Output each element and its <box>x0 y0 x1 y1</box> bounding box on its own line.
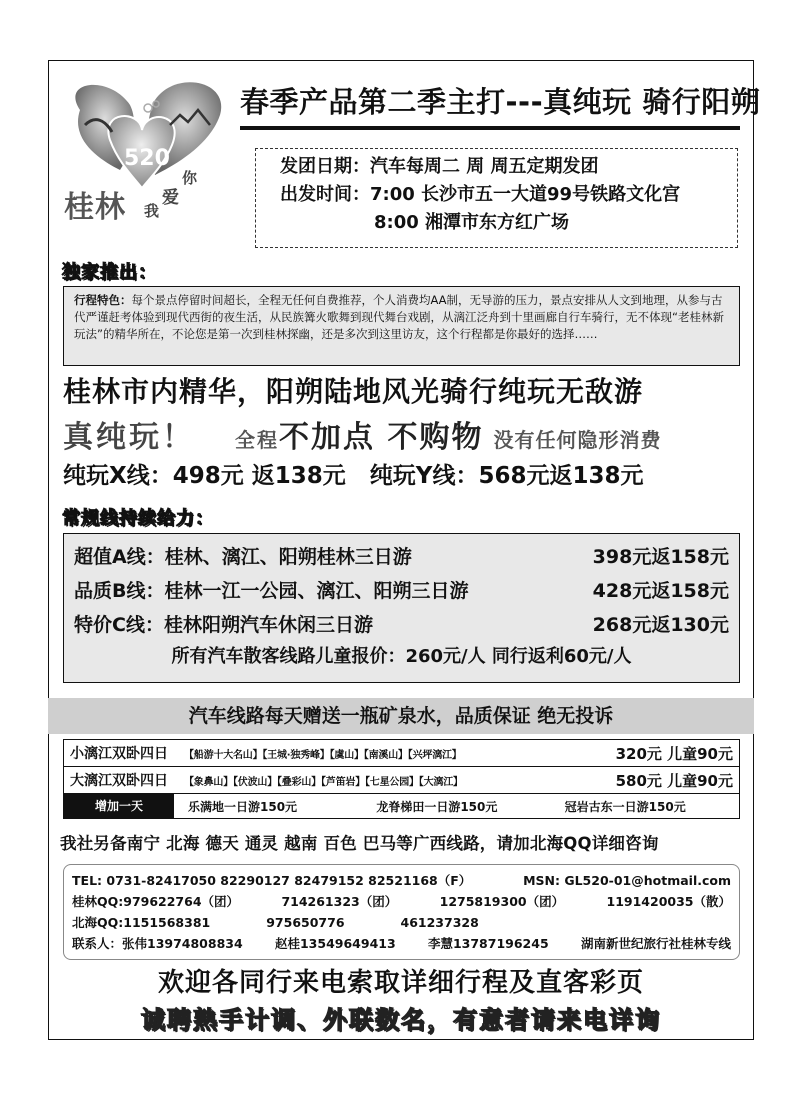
regular-line-price: 428元返158元 <box>592 580 729 602</box>
add-day-option: 冠岩古东一日游150元 <box>564 799 686 814</box>
promo-line-1: 桂林市内精华，阳朔陆地风光骑行纯玩无敌游 <box>63 375 644 408</box>
add-day-option: 乐满地一日游150元 <box>188 799 298 814</box>
water-gift-banner: 汽车线路每天赠送一瓶矿泉水，品质保证 绝无投诉 <box>48 698 754 734</box>
regular-line-price: 268元返130元 <box>592 614 729 636</box>
tour-name: 大漓江双卧四日 <box>70 773 168 789</box>
logo-text-wo: 我 <box>144 202 160 220</box>
regular-line-c <box>74 608 729 642</box>
contact-guilin-qq-row <box>72 891 731 912</box>
add-day-label: 增加一天 <box>64 794 174 818</box>
contact-person: 赵桂13549649413 <box>274 936 396 951</box>
guilin-qq: 1191420035（散） <box>606 894 731 909</box>
tour-table <box>63 739 740 819</box>
contact-tel-row <box>72 870 731 891</box>
headline-rule <box>240 126 740 130</box>
contact-tel: TEL: 0731-82417050 82290127 82479152 82521168（F） <box>72 873 472 888</box>
add-day-option: 龙脊梯田一日游150元 <box>376 799 498 814</box>
contact-person: 李慧13787196245 <box>427 936 549 951</box>
child-price-note: 所有汽车散客线路儿童报价：260元/人 同行返利60元/人 <box>171 646 632 667</box>
departure-time-2: 8:00 湘潭市东方红广场 <box>374 212 570 233</box>
guilin-qq: 714261323（团） <box>281 894 398 909</box>
departure-time-1: 出发时间：7:00 长沙市五一大道99号铁路文化宫 <box>280 184 681 205</box>
feature-box <box>63 286 740 366</box>
tour-name: 小漓江双卧四日 <box>70 746 168 762</box>
regular-title: 常规线持续给力： <box>62 508 214 529</box>
table-row <box>64 740 739 767</box>
regular-line-a <box>74 540 729 574</box>
tour-price: 320元 儿童90元 <box>615 744 733 763</box>
welcome-line: 欢迎各同行来电索取详细行程及直客彩页 <box>157 968 644 998</box>
regular-line-name: 品质B线：桂林一江一公园、漓江、阳朔三日游 <box>74 580 469 602</box>
promo-pure-play: 真纯玩！ <box>63 420 195 455</box>
table-row <box>64 767 739 794</box>
regular-line-b <box>74 574 729 608</box>
guilin-qq: 1275819300（团） <box>439 894 565 909</box>
tour-spots: 【船游十大名山】【王城·独秀峰】【虞山】【南溪山】【兴坪漓江】 <box>184 749 462 761</box>
promo-whole-trip: 全程 <box>235 428 279 452</box>
other-lines-note: 我社另备南宁 北海 德天 通灵 越南 百色 巴马等广西线路，请加北海QQ详细咨询 <box>60 834 659 853</box>
contact-msn: MSN: GL520-01@hotmail.com <box>523 873 731 888</box>
tour-spots: 【象鼻山】【伏波山】【叠彩山】【芦笛岩】【七星公园】【大漓江】 <box>184 776 463 788</box>
logo-text-ni: 你 <box>182 169 198 187</box>
promo-line-2 <box>63 412 661 456</box>
beihai-qq: 975650776 <box>266 915 345 930</box>
promo-prices: 纯玩X线：498元 返138元 纯玩Y线：568元返138元 <box>63 463 644 489</box>
add-day-row <box>64 794 739 818</box>
logo-text-guilin: 桂林 <box>64 190 126 225</box>
guilin-qq: 桂林QQ:979622764（团） <box>72 894 240 909</box>
departure-date: 发团日期：汽车每周二 周 周五定期发团 <box>280 156 599 177</box>
promo-no-hidden: 没有任何隐形消费 <box>493 428 662 452</box>
headline: 春季产品第二季主打---真纯玩 骑行阳朔 <box>240 85 761 119</box>
feature-label: 行程特色： <box>74 293 132 307</box>
contact-box <box>63 864 740 960</box>
contact-person: 联系人：张伟13974808834 <box>72 936 243 951</box>
tour-price: 580元 儿童90元 <box>615 771 733 790</box>
contact-people-row <box>72 933 731 954</box>
beihai-qq: 北海QQ:1151568381 <box>72 915 211 930</box>
regular-line-price: 398元返158元 <box>592 546 729 568</box>
recruit-line: 诚聘熟手计调、外联数名，有意者请来电详询 <box>141 1006 661 1034</box>
promo-no-extras: 不加点 不购物 <box>279 420 484 455</box>
agency-name: 湖南新世纪旅行社桂林专线 <box>580 936 731 951</box>
svg-text:520: 520 <box>124 146 170 171</box>
guilin-logo <box>60 70 230 225</box>
regular-lines-box <box>63 533 740 683</box>
feature-text: 每个景点停留时间超长，全程无任何自费推荐，个人消费均AA制，无导游的压力，景点安排从人文到地理，从参与古代严谨赶考体验到现代西街的夜生活，从民族篝火歌舞到现代舞台戏剧，从漓江泛舟到十里画廊自行车骑行，无不体现“老桂林新玩法”的精华所在，不论您是第一次到桂林探幽，还是多次到这里访友，这个行程都是你最好的选择…… <box>74 293 724 341</box>
regular-line-name: 特价C线：桂林阳朔汽车休闲三日游 <box>74 614 373 636</box>
departure-box <box>255 148 738 248</box>
logo-text-ai: 爱 <box>162 188 179 208</box>
contact-beihai-qq-row <box>72 912 731 933</box>
regular-line-name: 超值A线：桂林、漓江、阳朔桂林三日游 <box>74 546 412 568</box>
beihai-qq: 461237328 <box>400 915 479 930</box>
exclusive-title: 独家推出： <box>62 262 157 283</box>
